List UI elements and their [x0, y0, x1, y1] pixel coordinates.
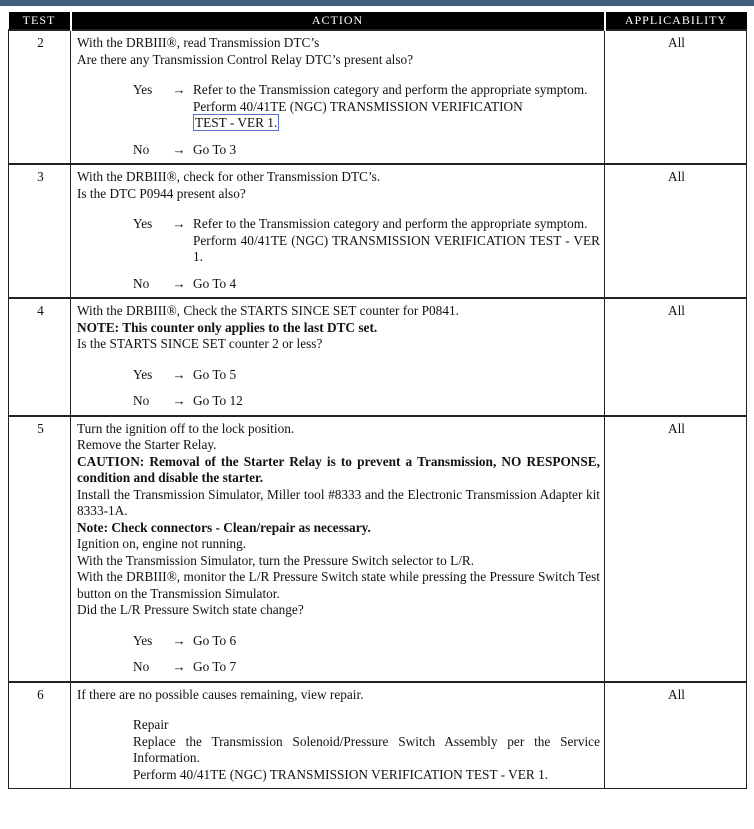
test-number: 2	[9, 30, 71, 164]
caution-text: CAUTION: Removal of the Starter Relay is to prevent a Transmission, NO RESPONSE, condition and disable the starter.	[77, 453, 600, 485]
action-line: If there are no possible causes remaining, view repair.	[77, 686, 364, 702]
yes-label: Yes	[133, 632, 153, 648]
action-line: Ignition on, engine not running.	[77, 536, 247, 551]
yes-branch	[133, 367, 600, 384]
test-number: 6	[9, 682, 71, 789]
action-line: With the DRBIII®, Check the STARTS SINCE SET counter for P0841.	[77, 303, 459, 318]
arrow-icon: →	[172, 659, 186, 674]
test-number: 5	[9, 416, 71, 682]
header-action: ACTION	[71, 12, 605, 30]
yes-text: Refer to the Transmission category and perform the appropriate symptom.	[193, 216, 588, 231]
no-label: No	[133, 659, 150, 674]
repair-text: Replace the Transmission Solenoid/Pressure Switch Assembly per the Service Information.	[133, 733, 600, 765]
no-label: No	[133, 141, 150, 157]
no-result: Go To 7	[193, 659, 237, 674]
applicability-cell: All	[605, 164, 747, 298]
yes-text: Perform 40/41TE (NGC) TRANSMISSION VERIFICATION	[193, 98, 523, 114]
action-line: With the DRBIII®, check for other Transmission DTC’s.	[77, 169, 381, 184]
no-branch	[133, 276, 600, 293]
applicability-cell: All	[605, 682, 747, 789]
arrow-icon: →	[172, 141, 186, 157]
table-row	[9, 682, 747, 789]
note-text: NOTE: This counter only applies to the last DTC set.	[77, 319, 378, 335]
action-cell	[71, 682, 605, 789]
yes-result: Go To 6	[193, 632, 237, 648]
table-row	[9, 416, 747, 682]
no-branch	[133, 659, 600, 676]
arrow-icon: →	[172, 216, 186, 231]
applicability-cell: All	[605, 416, 747, 682]
action-question: Is the DTC P0944 present also?	[77, 185, 246, 201]
action-question: Did the L/R Pressure Switch state change?	[77, 602, 304, 617]
header-test: TEST	[9, 12, 71, 30]
action-cell	[71, 416, 605, 682]
action-line: With the DRBIII®, monitor the L/R Pressure Switch state while pressing the Pressure Switch Test button on the Transmission Simulator.	[77, 569, 600, 601]
no-result: Go To 4	[193, 275, 237, 291]
repair-text: Perform 40/41TE (NGC) TRANSMISSION VERIFICATION TEST - VER 1.	[133, 766, 549, 782]
yes-text: Refer to the Transmission category and perform the appropriate symptom.	[193, 82, 588, 97]
window-top-bar	[0, 0, 754, 6]
repair-instructions	[133, 734, 600, 784]
yes-text: Perform 40/41TE (NGC) TRANSMISSION VERIFICATION TEST - VER 1.	[193, 232, 600, 264]
no-branch	[133, 393, 600, 410]
action-line: Install the Transmission Simulator, Miller tool #8333 and the Electronic Transmission Adapter kit 8333-1A.	[77, 486, 600, 518]
note-text: Note: Check connectors - Clean/repair as necessary.	[77, 519, 371, 535]
no-branch	[133, 142, 600, 159]
action-cell	[71, 298, 605, 416]
action-line: Turn the ignition off to the lock position.	[77, 420, 295, 436]
applicability-cell: All	[605, 298, 747, 416]
arrow-icon: →	[172, 632, 186, 648]
action-question: Are there any Transmission Control Relay DTC’s present also?	[77, 51, 414, 67]
yes-branch	[133, 633, 600, 650]
action-cell	[71, 164, 605, 298]
arrow-icon: →	[172, 82, 186, 97]
repair-label: Repair	[133, 717, 169, 732]
yes-label: Yes	[133, 82, 153, 97]
table-row	[9, 164, 747, 298]
no-label: No	[133, 275, 150, 291]
verification-test-link[interactable]: TEST - VER 1.	[195, 115, 278, 130]
action-question: Is the STARTS SINCE SET counter 2 or less?	[77, 336, 323, 351]
action-cell	[71, 30, 605, 164]
no-label: No	[133, 393, 150, 408]
arrow-icon: →	[172, 366, 186, 382]
arrow-icon: →	[172, 275, 186, 291]
table-row	[9, 298, 747, 416]
action-line: With the Transmission Simulator, turn the Pressure Switch selector to L/R.	[77, 552, 475, 568]
applicability-cell: All	[605, 30, 747, 164]
header-applicability: APPLICABILITY	[605, 12, 747, 30]
yes-branch	[133, 216, 600, 266]
table-row	[9, 30, 747, 164]
test-number: 3	[9, 164, 71, 298]
yes-result	[193, 82, 600, 132]
yes-result	[193, 216, 600, 266]
yes-label: Yes	[133, 216, 153, 231]
test-number: 4	[9, 298, 71, 416]
no-result: Go To 3	[193, 141, 237, 157]
no-result: Go To 12	[193, 393, 243, 408]
arrow-icon: →	[172, 393, 186, 408]
yes-label: Yes	[133, 366, 153, 382]
action-line: With the DRBIII®, read Transmission DTC’s	[77, 35, 320, 50]
table-header-row	[9, 12, 747, 30]
yes-result: Go To 5	[193, 366, 237, 382]
yes-branch	[133, 82, 600, 132]
diagnostic-test-table	[8, 12, 747, 789]
action-line: Remove the Starter Relay.	[77, 437, 217, 452]
